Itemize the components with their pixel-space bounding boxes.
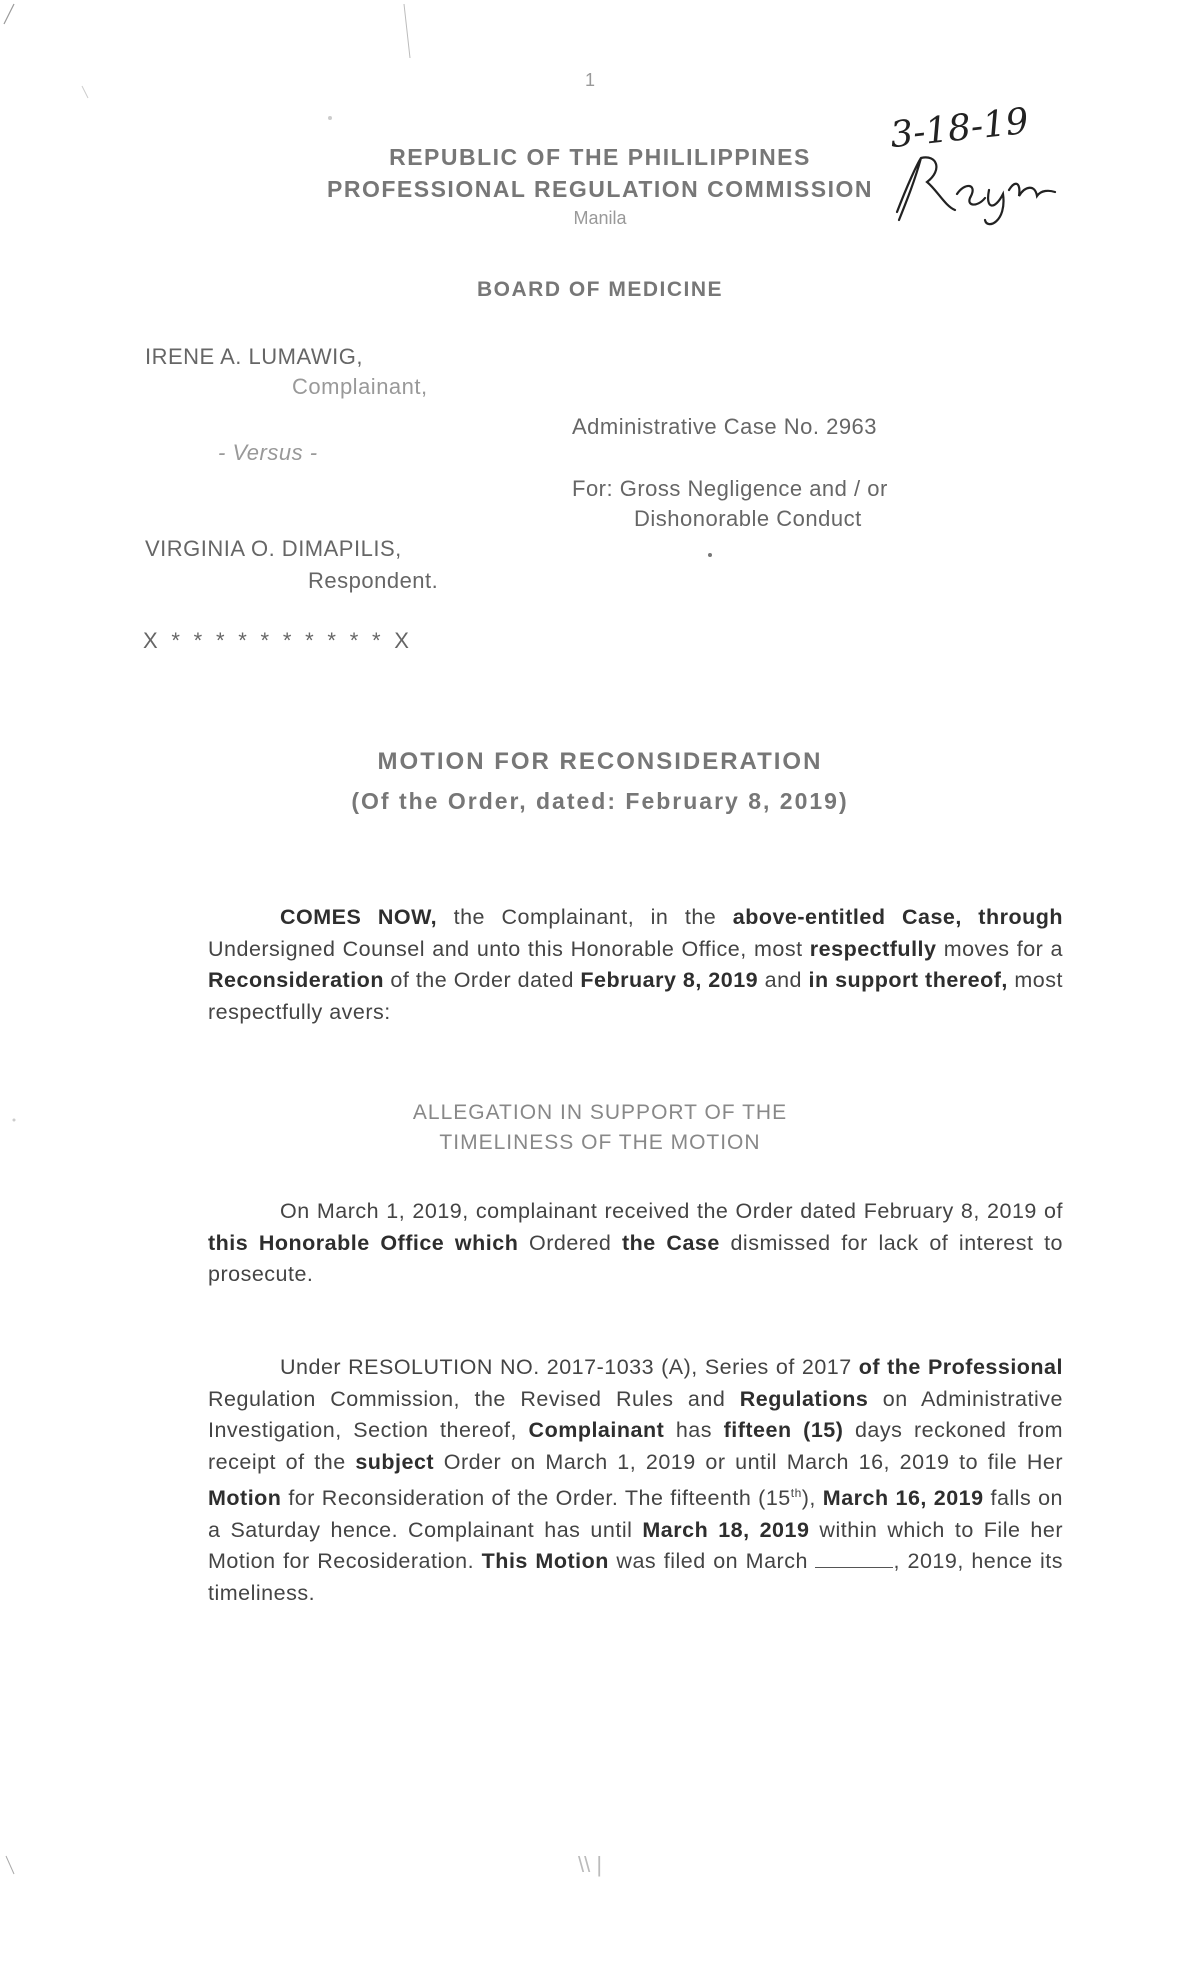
para3-text: Under RESOLUTION NO. 2017-1033 (A), Series of 2017 bbox=[280, 1355, 859, 1379]
para3-bold: Regulations bbox=[739, 1386, 869, 1411]
charge-line-2: Dishonorable Conduct bbox=[634, 506, 862, 531]
motion-subtitle: (Of the Order, dated: February 8, 2019) bbox=[351, 788, 849, 814]
page-number: 1 bbox=[585, 70, 596, 90]
para1-text: and bbox=[758, 968, 809, 992]
para1-text: most respectfully avers: bbox=[208, 968, 1063, 1024]
para3-bold: Motion bbox=[208, 1486, 282, 1511]
para3-bold: fifteen (15) bbox=[723, 1418, 844, 1442]
para2-bold: the Case bbox=[622, 1230, 720, 1255]
versus-label: - Versus - bbox=[218, 440, 318, 465]
motion-title: MOTION FOR RECONSIDERATION bbox=[377, 748, 823, 775]
respondent-name: VIRGINIA O. DIMAPILIS, bbox=[145, 536, 402, 561]
paragraph-resolution bbox=[208, 1352, 1063, 1609]
header-city: Manila bbox=[573, 208, 627, 228]
paragraph-receipt bbox=[208, 1196, 1063, 1291]
filing-date-blank bbox=[815, 1549, 893, 1568]
paragraph-comes-now bbox=[208, 902, 1063, 1028]
para2-text: dismissed for lack of interest to prosecute. bbox=[208, 1230, 1063, 1286]
caption-separator: X * * * * * * * * * * X bbox=[143, 628, 410, 653]
para2-text: Ordered bbox=[518, 1230, 623, 1255]
footer-mark: \\ | bbox=[578, 1852, 603, 1877]
para3-bold: March 18, 2019 bbox=[642, 1517, 810, 1542]
superscript-th: th bbox=[790, 1486, 802, 1500]
para3-text: Regulation Commission, the Revised Rules and bbox=[208, 1386, 740, 1411]
para3-text: within which to File her Motion for Recosideration. bbox=[208, 1517, 1063, 1574]
para1-text: Undersigned Counsel and unto this Honorable Office, most bbox=[208, 936, 810, 961]
para3-text: on Administrative Investigation, Section thereof, bbox=[208, 1386, 1063, 1442]
header-commission: PROFESSIONAL REGULATION COMMISSION bbox=[327, 176, 873, 202]
para1-bold: above-entitled Case, through bbox=[732, 905, 1063, 929]
header-board: BOARD OF MEDICINE bbox=[477, 278, 723, 301]
para1-text: of the Order dated bbox=[383, 968, 581, 992]
para3-text: was filed on March bbox=[608, 1549, 816, 1574]
complainant-role: Complainant, bbox=[292, 374, 428, 399]
para3-text: Order on March 1, 2019 or until March 16, 2019 to file Her bbox=[434, 1449, 1063, 1474]
para1-bold: respectfully bbox=[809, 936, 937, 961]
section-heading-line-1: ALLEGATION IN SUPPORT OF THE bbox=[412, 1101, 788, 1124]
case-number: Administrative Case No. 2963 bbox=[572, 414, 878, 439]
charge-line-1: For: Gross Negligence and / or bbox=[572, 476, 888, 501]
para3-bold: March 16, 2019 bbox=[822, 1486, 984, 1511]
para3-text: has bbox=[664, 1418, 724, 1442]
respondent-role: Respondent. bbox=[308, 568, 439, 593]
para3-bold: This Motion bbox=[481, 1549, 609, 1574]
para1-text: moves for a bbox=[936, 936, 1064, 961]
para1-bold: in support thereof, bbox=[808, 968, 1008, 992]
para2-text: On March 1, 2019, complainant received the Order dated February 8, 2019 of bbox=[280, 1199, 1063, 1223]
header-republic: REPUBLIC OF THE PHILILIPPINES bbox=[389, 144, 811, 170]
para3-text: days reckoned from receipt of the bbox=[208, 1418, 1063, 1474]
para1-text: the Complainant, in the bbox=[437, 905, 733, 929]
handwritten-date: 3-18-19 bbox=[888, 100, 1031, 157]
para1-lead: COMES NOW, bbox=[280, 905, 438, 929]
para3-text: falls on a Saturday hence. Complainant has until bbox=[208, 1486, 1063, 1542]
complainant-name: IRENE A. LUMAWIG, bbox=[145, 344, 363, 369]
para3-bold: Complainant bbox=[528, 1418, 665, 1442]
para3-text: , 2019, hence its timeliness. bbox=[208, 1549, 1063, 1605]
para3-bold: of the Professional bbox=[858, 1355, 1063, 1379]
para3-text: for Reconsideration of the Order. The fifteenth (15 bbox=[281, 1486, 791, 1511]
section-heading-line-2: TIMELINESS OF THE MOTION bbox=[439, 1131, 761, 1154]
para2-bold: this Honorable Office which bbox=[208, 1230, 519, 1255]
para3-text: ), bbox=[801, 1486, 823, 1511]
para1-bold: Reconsideration bbox=[208, 968, 384, 992]
para1-bold: February 8, 2019 bbox=[580, 968, 759, 992]
para3-bold: subject bbox=[355, 1449, 435, 1474]
